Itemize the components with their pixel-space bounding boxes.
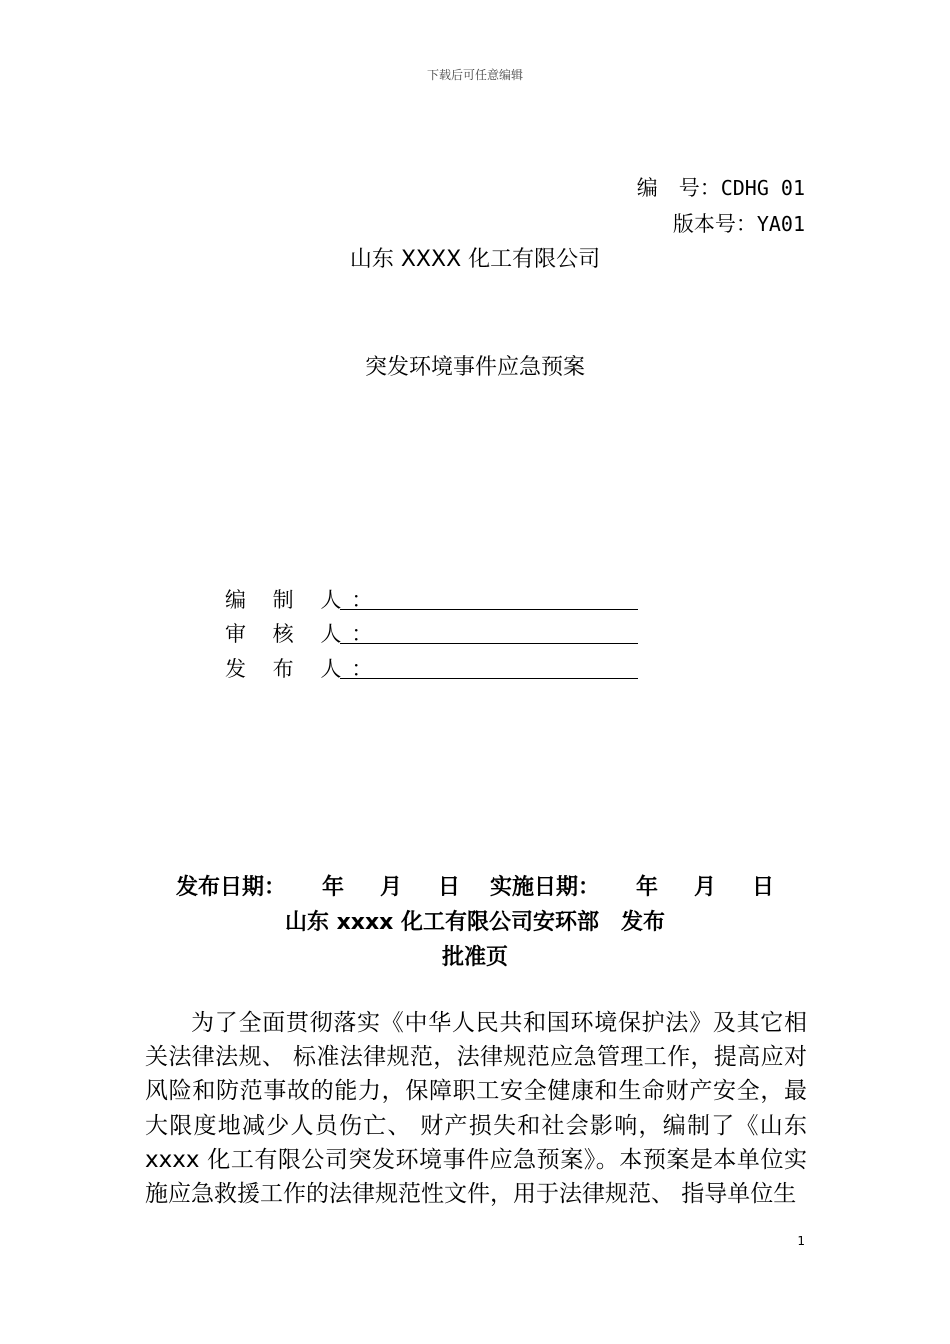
page-number: 1 <box>797 1234 805 1248</box>
effective-month: 月 <box>694 875 717 900</box>
publish-year: 年 <box>321 875 344 900</box>
document-title: 突发环境事件应急预案 <box>364 355 585 380</box>
signature-row-reviewer <box>225 618 638 648</box>
effective-day: 日 <box>752 875 775 900</box>
document-version-label: 版本号： <box>672 212 757 236</box>
signature-row-publisher <box>225 653 638 683</box>
company-name: 山东 XXXX 化工有限公司 <box>349 247 601 272</box>
preface-paragraph: 为了全面贯彻落实《中华人民共和国环境保护法》及其它相关法律法规、 标准法律规范，法律规范应急管理工作，提高应对风险和防范事故的能力，保障职工安全健康和生命财产安全，最大限度地减少人员伤亡、 财产损失和社会影响，编制了《山东 xxxx 化工有限公司突发环境事件应急预案》。本预案是本单位实施应急救援工作的法律规范性文件，用于法律规范、 指导单位生 <box>145 1010 807 1208</box>
effective-date-label: 实施日期： <box>490 875 601 900</box>
signature-line <box>340 678 638 679</box>
publish-day: 日 <box>437 875 460 900</box>
document-code-label: 编 号： <box>636 176 721 200</box>
signature-line <box>340 643 638 644</box>
document-code <box>637 172 805 202</box>
document-version <box>673 208 805 238</box>
signature-label: 编 制 人： <box>225 588 383 612</box>
signature-row-compiler <box>225 584 638 614</box>
document-code-value: CDHG 01 <box>720 176 805 200</box>
publisher-line: 山东 xxxx 化工有限公司安环部 发布 <box>284 910 666 935</box>
effective-year: 年 <box>636 875 659 900</box>
signature-label: 审 核 人： <box>225 622 383 646</box>
header-note: 下载后可任意编辑 <box>426 68 523 82</box>
date-row <box>0 870 950 901</box>
document-version-value: YA01 <box>756 212 805 236</box>
signature-line <box>340 609 638 610</box>
publish-month: 月 <box>379 875 402 900</box>
publish-date-label: 发布日期： <box>175 875 286 900</box>
approval-page-title: 批准页 <box>441 945 508 970</box>
signature-label: 发 布 人： <box>225 657 383 681</box>
